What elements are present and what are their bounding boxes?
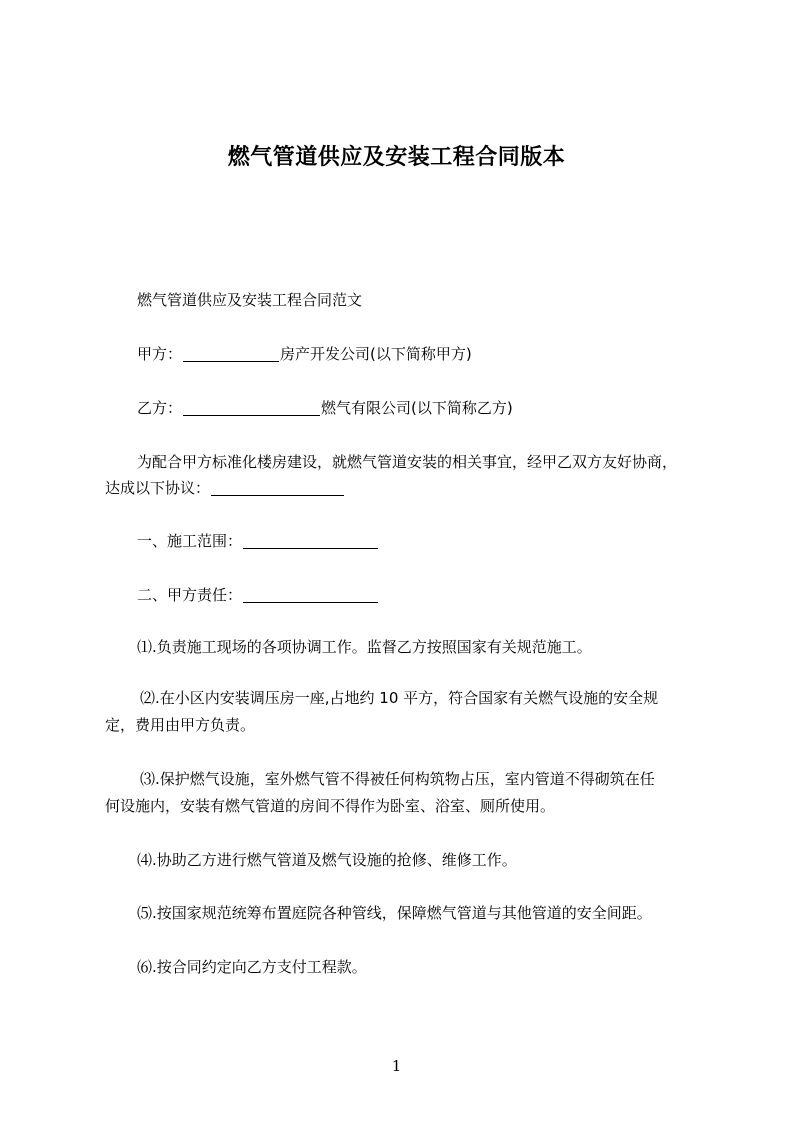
document-subtitle: 燃气管道供应及安装工程合同范文 — [137, 291, 363, 309]
item-5: ⑸.按国家规范统筹布置庭院各种管线，保障燃气管道与其他管道的安全间距。 — [137, 904, 652, 922]
section-2-blank — [243, 589, 378, 603]
intro-line-2 — [105, 481, 345, 496]
intro-line-1: 为配合甲方标准化楼房建设，就燃气管道安装的相关事宜，经甲乙双方友好协商， — [137, 453, 678, 471]
item-4: ⑷.协助乙方进行燃气管道及燃气设施的抢修、维修工作。 — [137, 851, 517, 869]
agreement-blank — [211, 482, 344, 496]
intro-line-2-text: 达成以下协议： — [105, 479, 211, 497]
item-6: ⑹.按合同约定向乙方支付工程款。 — [137, 958, 367, 976]
party-a-line — [137, 347, 472, 362]
section-1-blank — [243, 535, 378, 549]
item-3-line-2: 何设施内，安装有燃气管道的房间不得作为卧室、浴室、厕所使用。 — [105, 797, 556, 815]
party-b-label: 乙方： — [137, 399, 183, 417]
party-a-suffix: 房产开发公司(以下简称甲方) — [280, 345, 472, 363]
item-2-line-1: ⑵.在小区内安装调压房一座,占地约 10 平方，符合国家有关燃气设施的安全规 — [140, 689, 659, 707]
section-2 — [137, 588, 379, 603]
document-title: 燃气管道供应及安装工程合同版本 — [227, 145, 566, 170]
party-a-label: 甲方： — [137, 345, 183, 363]
party-b-line — [137, 401, 513, 416]
item-2-line-2: 定，费用由甲方负责。 — [105, 716, 256, 734]
page-number: 1 — [391, 1057, 402, 1075]
party-b-blank — [183, 402, 320, 416]
party-b-suffix: 燃气有限公司(以下简称乙方) — [321, 399, 513, 417]
section-1 — [137, 534, 379, 549]
party-a-blank — [183, 348, 279, 362]
section-1-label: 一、施工范围： — [137, 532, 243, 550]
item-3-line-1: ⑶.保护燃气设施，室外燃气管不得被任何构筑物占压，室内管道不得砌筑在任 — [140, 770, 655, 788]
item-1: ⑴.负责施工现场的各项协调工作。监督乙方按照国家有关规范施工。 — [137, 638, 592, 656]
section-2-label: 二、甲方责任： — [137, 586, 243, 604]
